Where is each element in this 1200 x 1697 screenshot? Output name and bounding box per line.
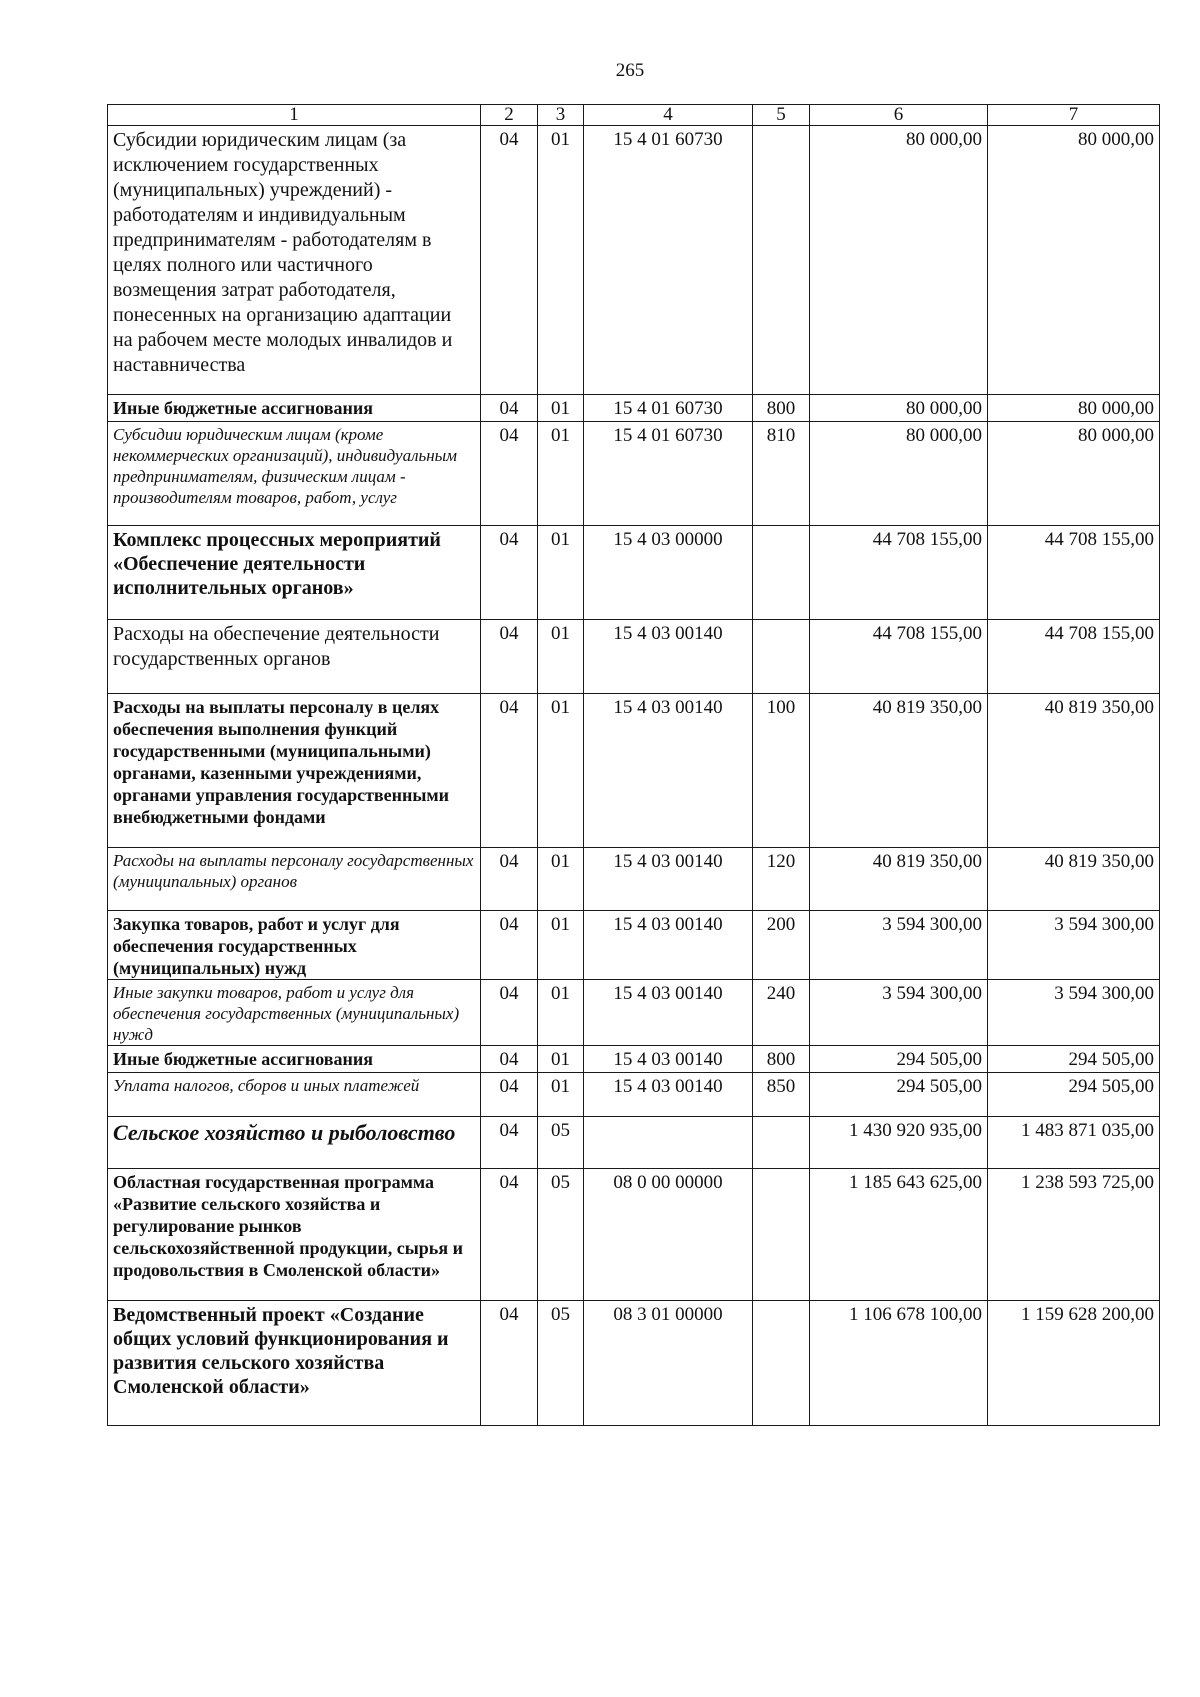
name-cell: Закупка товаров, работ и услуг для обеспечения государственных (муниципальных) нужд — [108, 911, 481, 980]
table-row — [108, 1301, 1160, 1426]
expense-type-cell: 100 — [753, 694, 810, 848]
subsection-code-cell: 01 — [538, 126, 584, 395]
amount-year-1-cell: 3 594 300,00 — [810, 911, 988, 980]
amount-year-1-cell: 1 185 643 625,00 — [810, 1169, 988, 1301]
section-code-cell: 04 — [481, 694, 538, 848]
name-cell: Расходы на выплаты персоналу государственных (муниципальных) органов — [108, 848, 481, 911]
table-row — [108, 1117, 1160, 1169]
header-cell-1: 1 — [108, 105, 481, 126]
section-code-cell: 04 — [481, 1046, 538, 1073]
amount-year-1-cell: 294 505,00 — [810, 1046, 988, 1073]
expense-type-cell — [753, 526, 810, 620]
subsection-code-cell: 01 — [538, 395, 584, 422]
expense-type-cell — [753, 1301, 810, 1426]
table-row — [108, 126, 1160, 395]
expense-type-cell — [753, 620, 810, 694]
target-article-cell — [584, 1117, 753, 1169]
section-code-cell: 04 — [481, 848, 538, 911]
subsection-code-cell: 01 — [538, 620, 584, 694]
section-code-cell: 04 — [481, 126, 538, 395]
amount-year-1-cell: 80 000,00 — [810, 126, 988, 395]
amount-year-2-cell: 40 819 350,00 — [988, 848, 1160, 911]
header-cell-6: 6 — [810, 105, 988, 126]
amount-year-1-cell: 44 708 155,00 — [810, 620, 988, 694]
target-article-cell: 15 4 03 00140 — [584, 911, 753, 980]
amount-year-2-cell: 40 819 350,00 — [988, 694, 1160, 848]
subsection-code-cell: 01 — [538, 1046, 584, 1073]
header-cell-2: 2 — [481, 105, 538, 126]
name-cell: Ведомственный проект «Создание общих условий функционирования и развития сельского хозяйства Смоленской области» — [108, 1301, 481, 1426]
header-cell-5: 5 — [753, 105, 810, 126]
name-cell: Уплата налогов, сборов и иных платежей — [108, 1073, 481, 1117]
section-code-cell: 04 — [481, 1301, 538, 1426]
target-article-cell: 15 4 03 00140 — [584, 1046, 753, 1073]
header-cell-7: 7 — [988, 105, 1160, 126]
name-cell: Комплекс процессных мероприятий «Обеспечение деятельности исполнительных органов» — [108, 526, 481, 620]
amount-year-2-cell: 1 159 628 200,00 — [988, 1301, 1160, 1426]
amount-year-2-cell: 44 708 155,00 — [988, 620, 1160, 694]
expense-type-cell: 810 — [753, 422, 810, 526]
table-row — [108, 620, 1160, 694]
subsection-code-cell: 05 — [538, 1169, 584, 1301]
table-row — [108, 980, 1160, 1046]
subsection-code-cell: 05 — [538, 1117, 584, 1169]
amount-year-2-cell: 3 594 300,00 — [988, 980, 1160, 1046]
table-row — [108, 1046, 1160, 1073]
amount-year-2-cell: 80 000,00 — [988, 422, 1160, 526]
amount-year-2-cell: 80 000,00 — [988, 395, 1160, 422]
section-code-cell: 04 — [481, 526, 538, 620]
amount-year-2-cell: 80 000,00 — [988, 126, 1160, 395]
expense-type-cell — [753, 1117, 810, 1169]
table-row — [108, 694, 1160, 848]
amount-year-1-cell: 80 000,00 — [810, 422, 988, 526]
subsection-code-cell: 01 — [538, 694, 584, 848]
table-body — [108, 105, 1160, 1426]
target-article-cell: 08 3 01 00000 — [584, 1301, 753, 1426]
target-article-cell: 15 4 03 00140 — [584, 1073, 753, 1117]
target-article-cell: 15 4 03 00140 — [584, 848, 753, 911]
expense-type-cell — [753, 1169, 810, 1301]
section-code-cell: 04 — [481, 1073, 538, 1117]
table-row — [108, 395, 1160, 422]
table-row — [108, 422, 1160, 526]
table-row — [108, 911, 1160, 980]
amount-year-1-cell: 1 106 678 100,00 — [810, 1301, 988, 1426]
subsection-code-cell: 01 — [538, 526, 584, 620]
target-article-cell: 08 0 00 00000 — [584, 1169, 753, 1301]
header-cell-4: 4 — [584, 105, 753, 126]
name-cell: Областная государственная программа «Развитие сельского хозяйства и регулирование рынков сельскохозяйственной продукции, сырья и продовольствия в Смоленской области» — [108, 1169, 481, 1301]
amount-year-1-cell: 44 708 155,00 — [810, 526, 988, 620]
name-cell: Сельское хозяйство и рыболовство — [108, 1117, 481, 1169]
budget-table — [107, 104, 1160, 1426]
target-article-cell: 15 4 01 60730 — [584, 126, 753, 395]
expense-type-cell — [753, 126, 810, 395]
expense-type-cell: 240 — [753, 980, 810, 1046]
section-code-cell: 04 — [481, 1169, 538, 1301]
amount-year-2-cell: 44 708 155,00 — [988, 526, 1160, 620]
section-code-cell: 04 — [481, 1117, 538, 1169]
section-code-cell: 04 — [481, 980, 538, 1046]
target-article-cell: 15 4 03 00140 — [584, 694, 753, 848]
amount-year-2-cell: 1 238 593 725,00 — [988, 1169, 1160, 1301]
amount-year-1-cell: 40 819 350,00 — [810, 848, 988, 911]
name-cell: Иные закупки товаров, работ и услуг для обеспечения государственных (муниципальных) нужд — [108, 980, 481, 1046]
amount-year-1-cell: 3 594 300,00 — [810, 980, 988, 1046]
amount-year-1-cell: 80 000,00 — [810, 395, 988, 422]
subsection-code-cell: 05 — [538, 1301, 584, 1426]
expense-type-cell: 850 — [753, 1073, 810, 1117]
name-cell: Иные бюджетные ассигнования — [108, 395, 481, 422]
table-row — [108, 848, 1160, 911]
target-article-cell: 15 4 03 00000 — [584, 526, 753, 620]
table-row — [108, 1169, 1160, 1301]
amount-year-2-cell: 294 505,00 — [988, 1046, 1160, 1073]
name-cell: Субсидии юридическим лицам (кроме некоммерческих организаций), индивидуальным предпринимателям, физическим лицам - производителям товаров, работ, услуг — [108, 422, 481, 526]
section-code-cell: 04 — [481, 620, 538, 694]
name-cell: Иные бюджетные ассигнования — [108, 1046, 481, 1073]
amount-year-1-cell: 40 819 350,00 — [810, 694, 988, 848]
target-article-cell: 15 4 01 60730 — [584, 395, 753, 422]
expense-type-cell: 200 — [753, 911, 810, 980]
amount-year-2-cell: 294 505,00 — [988, 1073, 1160, 1117]
subsection-code-cell: 01 — [538, 1073, 584, 1117]
target-article-cell: 15 4 03 00140 — [584, 980, 753, 1046]
header-cell-3: 3 — [538, 105, 584, 126]
section-code-cell: 04 — [481, 422, 538, 526]
table-row — [108, 526, 1160, 620]
amount-year-1-cell: 1 430 920 935,00 — [810, 1117, 988, 1169]
subsection-code-cell: 01 — [538, 848, 584, 911]
amount-year-1-cell: 294 505,00 — [810, 1073, 988, 1117]
subsection-code-cell: 01 — [538, 422, 584, 526]
table-row — [108, 1073, 1160, 1117]
subsection-code-cell: 01 — [538, 980, 584, 1046]
expense-type-cell: 800 — [753, 395, 810, 422]
amount-year-2-cell: 3 594 300,00 — [988, 911, 1160, 980]
section-code-cell: 04 — [481, 911, 538, 980]
subsection-code-cell: 01 — [538, 911, 584, 980]
name-cell: Расходы на выплаты персоналу в целях обеспечения выполнения функций государственными (муниципальными) органами, казенными учреждениями, органами управления государственными внебюджетными фондами — [108, 694, 481, 848]
amount-year-2-cell: 1 483 871 035,00 — [988, 1117, 1160, 1169]
expense-type-cell: 800 — [753, 1046, 810, 1073]
section-code-cell: 04 — [481, 395, 538, 422]
header-row — [108, 105, 1160, 126]
target-article-cell: 15 4 03 00140 — [584, 620, 753, 694]
expense-type-cell: 120 — [753, 848, 810, 911]
target-article-cell: 15 4 01 60730 — [584, 422, 753, 526]
name-cell: Субсидии юридическим лицам (за исключением государственных (муниципальных) учреждений) - работодателям и индивидуальным предпринимателям - работодателям в целях полного или частичного возмещения затрат работодателя, понесенных на организацию адаптации на рабочем месте молодых инвалидов и наставничества — [108, 126, 481, 395]
page-number: 265 — [615, 60, 645, 81]
name-cell: Расходы на обеспечение деятельности государственных органов — [108, 620, 481, 694]
